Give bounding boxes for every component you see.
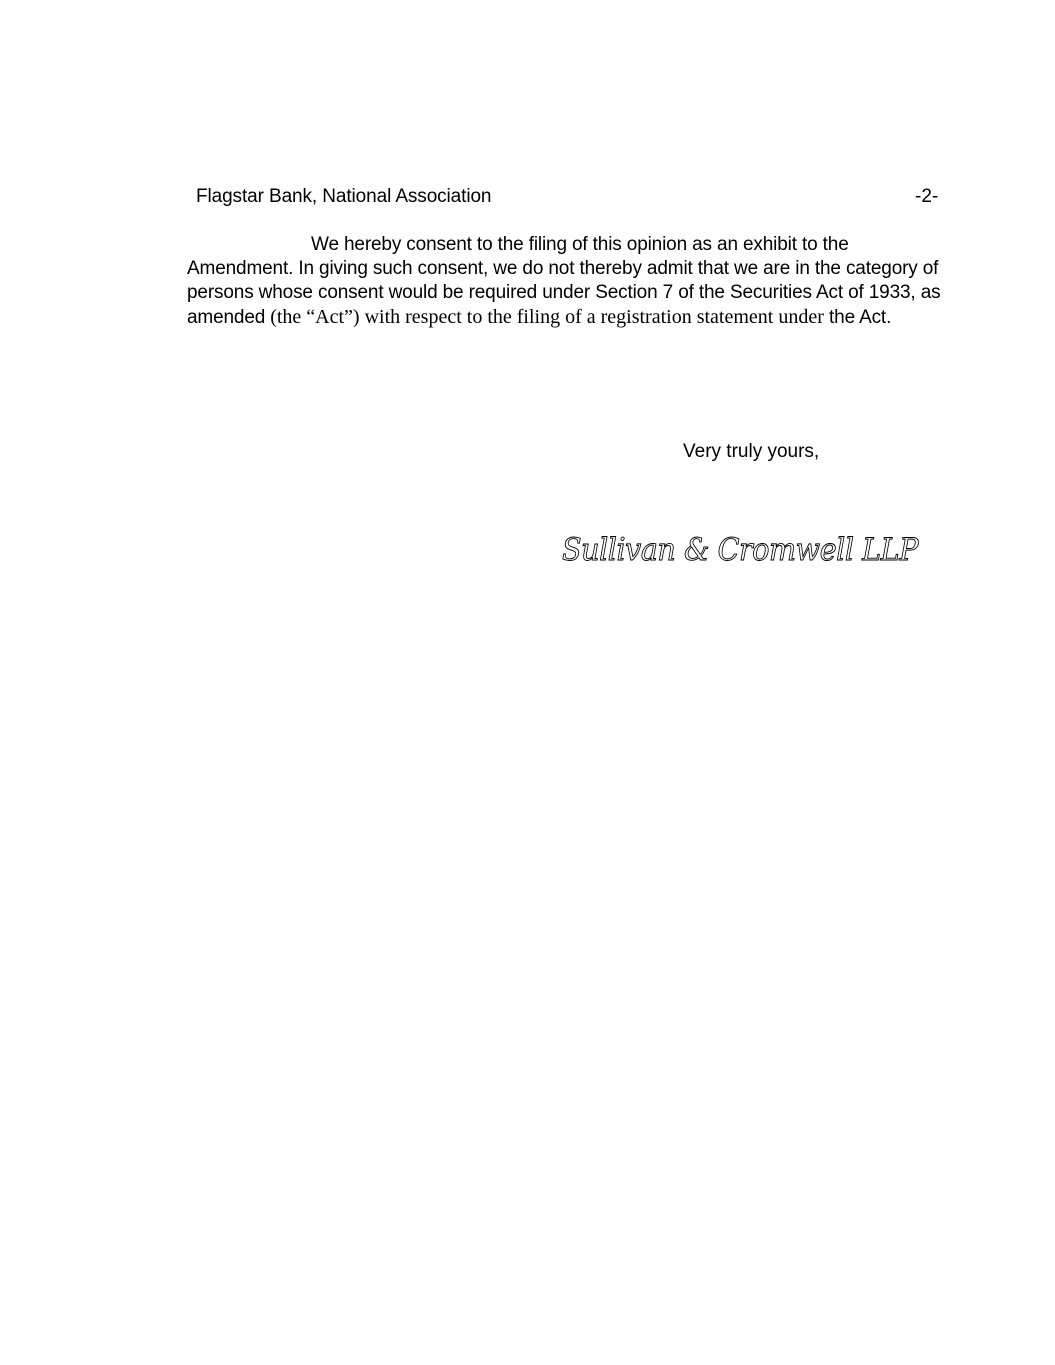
signature-text: Sullivan & Cromwell LLP — [562, 532, 920, 568]
paragraph-text-main: We hereby consent to the filing of this opinion as an exhibit to the Amendment. In giving such consent, we do not thereby admit that we are in the category of persons whose consent would be required under Section 7 of the Securities Act of 1933, as amended — [187, 234, 941, 328]
paragraph-text-tail: the Act. — [823, 307, 892, 328]
closing-salutation: Very truly yours, — [683, 441, 820, 462]
consent-paragraph — [187, 233, 947, 330]
page-number: -2- — [915, 186, 939, 207]
addressee-header: Flagstar Bank, National Association — [196, 186, 492, 207]
paragraph-text-serif: (the “Act”) with respect to the filing of a registration statement under — [265, 306, 824, 328]
handwritten-signature — [558, 526, 928, 574]
